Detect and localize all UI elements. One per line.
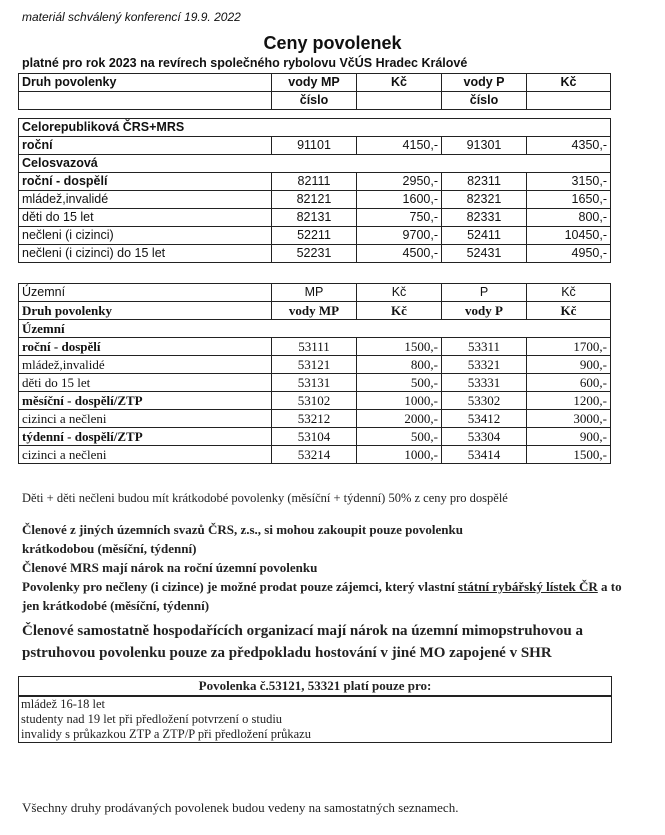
permit-type-cell: týdenní - dospělí/ZTP [19,428,272,446]
header-cell [19,92,272,110]
code-cell: 53331 [442,374,527,392]
validity-line: invalidy s průkazkou ZTP a ZTP/P při předložení průkazu [21,727,311,741]
code-cell: 53304 [442,428,527,446]
section-row [19,119,611,137]
table-header-row [19,74,611,92]
header-cell: P [442,284,527,302]
note-other-unions-cont: krátkodobou (měsíční, týdenní) [22,541,197,556]
note-other-unions: Členové z jiných územních svazů ČRS, z.s., si mohou zakoupit pouze povolenku [22,522,463,537]
permit-type-cell: mládež,invalidé [19,191,272,209]
price-cell: 4150,- [357,137,442,155]
code-cell: 53104 [272,428,357,446]
header-cell: Kč [527,284,611,302]
price-cell: 4950,- [527,245,611,263]
permit-type-cell: cizinci a nečleni [19,446,272,464]
price-cell: 1000,- [357,392,442,410]
price-cell: 800,- [357,356,442,374]
code-cell: 52431 [442,245,527,263]
header-cell: vody P [442,302,527,320]
code-cell: 53311 [442,338,527,356]
table-row [19,410,611,428]
note-nonmembers-text-end: a to jen krátkodobé (měsíční, týdenní) [22,579,622,613]
code-cell: 53102 [272,392,357,410]
note-independent-line2: pstruhovou povolenku pouze za předpokladu hostování v jiné MO zapojené v SHR [22,645,552,661]
header-cell: Kč [527,74,611,92]
approval-note: materiál schválený konferencí 19.9. 2022 [22,10,241,24]
code-cell: 82331 [442,209,527,227]
price-cell: 2950,- [357,173,442,191]
code-cell: 82111 [272,173,357,191]
price-cell: 4500,- [357,245,442,263]
header-cell: Územní [19,284,272,302]
header-cell: číslo [272,92,357,110]
header-cell: vody MP [272,302,357,320]
price-cell: 10450,- [527,227,611,245]
permit-type-cell: děti do 15 let [19,209,272,227]
permit-type-cell: nečleni (i cizinci) [19,227,272,245]
price-cell: 500,- [357,374,442,392]
header-cell: MP [272,284,357,302]
permit-type-cell: roční [19,137,272,155]
code-cell: 91301 [442,137,527,155]
table-row [19,392,611,410]
table-header-row [19,284,611,302]
price-cell: 1650,- [527,191,611,209]
price-cell: 600,- [527,374,611,392]
section-row [19,155,611,173]
table-row [19,446,611,464]
code-cell: 53214 [272,446,357,464]
permit-type-cell: mládež,invalidé [19,356,272,374]
section-title: Celorepubliková ČRS+MRS [19,119,611,137]
price-cell: 900,- [527,428,611,446]
validity-box [18,676,612,743]
permit-type-cell: děti do 15 let [19,374,272,392]
code-cell: 53412 [442,410,527,428]
price-cell: 9700,- [357,227,442,245]
header-cell: Druh povolenky [19,74,272,92]
note-fishing-licence: státní rybářský lístek ČR [458,579,598,594]
footer-note: Všechny druhy prodávaných povolenek budou vedeny na samostatných seznamech. [22,800,459,815]
header-cell [357,92,442,110]
code-cell: 53321 [442,356,527,374]
code-cell: 52231 [272,245,357,263]
header-cell: Druh povolenky [19,302,272,320]
price-cell: 800,- [527,209,611,227]
code-cell: 82311 [442,173,527,191]
code-cell: 53212 [272,410,357,428]
price-cell: 750,- [357,209,442,227]
price-cell: 1500,- [357,338,442,356]
table-header-row [19,92,611,110]
price-cell: 900,- [527,356,611,374]
table-row [19,338,611,356]
code-cell: 91101 [272,137,357,155]
table-row [19,356,611,374]
table-row [19,245,611,263]
price-cell: 1700,- [527,338,611,356]
table-row [19,173,611,191]
note-nonmembers [22,577,622,615]
section-title: Celosvazová [19,155,611,173]
table-row [19,209,611,227]
code-cell: 82131 [272,209,357,227]
header-cell: vody MP [272,74,357,92]
table-row [19,428,611,446]
header-cell: Kč [357,302,442,320]
table-header-row [19,302,611,320]
price-table-territorial [18,283,611,464]
note-independent-orgs [22,620,642,664]
price-cell: 4350,- [527,137,611,155]
note-nonmembers-text: Povolenky pro nečleny (i cizince) je možné prodat pouze zájemci, který vlastní [22,579,459,594]
code-cell: 53414 [442,446,527,464]
code-cell: 52211 [272,227,357,245]
page-subtitle: platné pro rok 2023 na revírech společného rybolovu VčÚS Hradec Králové [22,56,468,70]
header-cell: číslo [442,92,527,110]
table-row [19,137,611,155]
code-cell: 53302 [442,392,527,410]
code-cell: 82321 [442,191,527,209]
code-cell: 52411 [442,227,527,245]
page-title: Ceny povolenek [263,33,402,53]
table-row [19,191,611,209]
price-cell: 3000,- [527,410,611,428]
note-independent-line1: Členové samostatně hospodařících organizací mají nárok na územní mimopstruhovou a [22,623,583,639]
price-cell: 1600,- [357,191,442,209]
note-mrs: Členové MRS mají nárok na roční územní povolenku [22,560,318,575]
table-row [19,374,611,392]
permit-type-cell: cizinci a nečleni [19,410,272,428]
code-cell: 53121 [272,356,357,374]
validity-line: studenty nad 19 let při předložení potvrzení o studiu [21,712,283,726]
price-cell: 500,- [357,428,442,446]
permit-type-cell: měsíční - dospělí/ZTP [19,392,272,410]
price-cell: 1000,- [357,446,442,464]
price-cell: 3150,- [527,173,611,191]
note-short-term: Děti + děti nečleni budou mít krátkodobé povolenky (měsíční + týdenní) 50% z ceny pro dospělé [22,491,508,505]
code-cell: 82121 [272,191,357,209]
header-cell: Kč [357,74,442,92]
header-cell: Kč [527,302,611,320]
section-row [19,320,611,338]
header-cell [527,92,611,110]
permit-type-cell: roční - dospělí [19,338,272,356]
header-cell: vody P [442,74,527,92]
permit-type-cell: roční - dospělí [19,173,272,191]
validity-box-header: Povolenka č.53121, 53321 platí pouze pro: [19,677,611,697]
permit-type-cell: nečleni (i cizinci) do 15 let [19,245,272,263]
code-cell: 53111 [272,338,357,356]
price-cell: 1200,- [527,392,611,410]
validity-line: mládež 16-18 let [21,697,105,711]
price-table-main [18,73,611,263]
price-cell: 2000,- [357,410,442,428]
code-cell: 53131 [272,374,357,392]
section-title: Územní [19,320,611,338]
note-block-members [22,520,622,615]
header-cell: Kč [357,284,442,302]
price-cell: 1500,- [527,446,611,464]
table-row [19,227,611,245]
